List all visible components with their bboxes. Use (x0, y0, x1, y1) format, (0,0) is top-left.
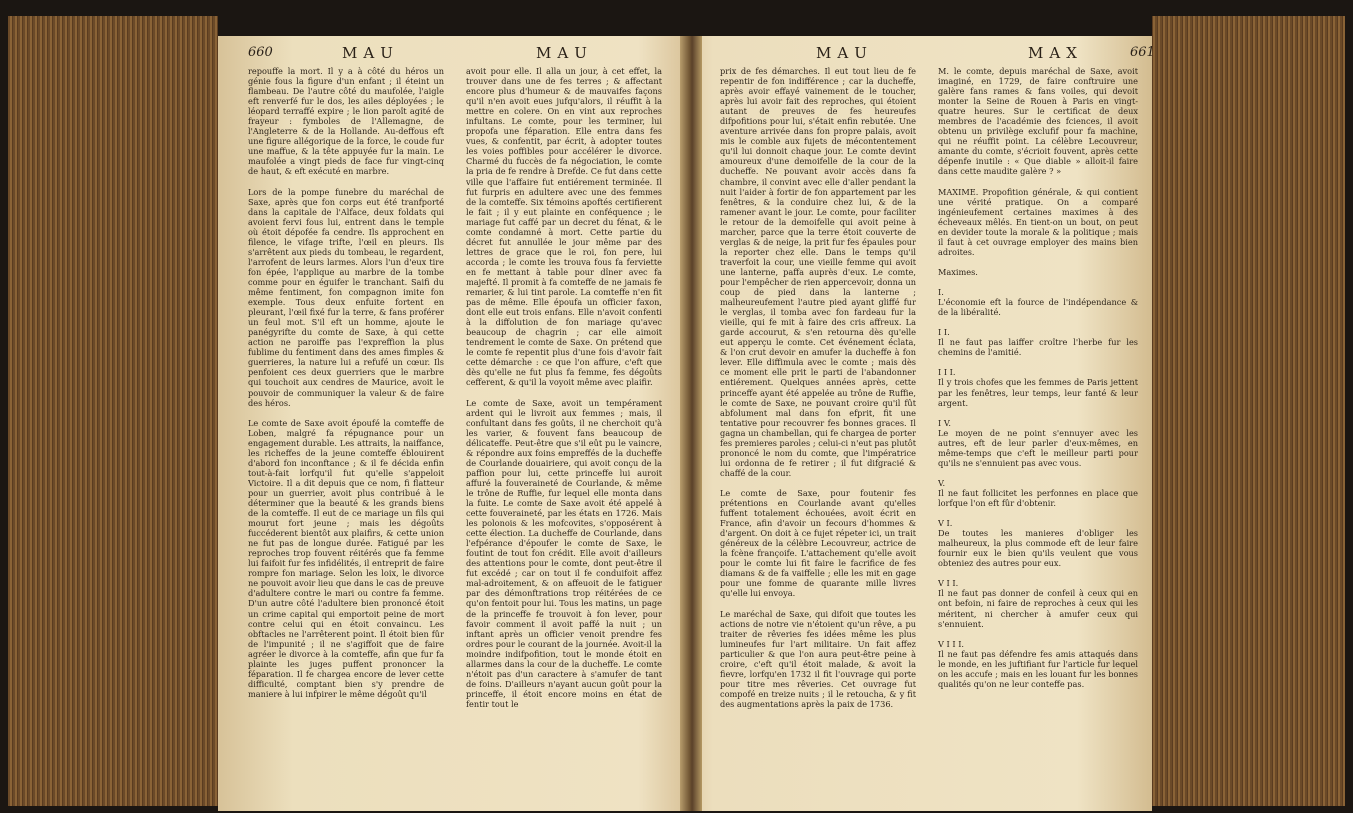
book-gutter (680, 36, 702, 811)
left-page-running-head-1: MAU (342, 44, 399, 62)
right-page-edges (1152, 16, 1345, 806)
right-page-column-1: prix de fes démarches. Il eut tout lieu de fe repentir de fon indifférence ; car la ducheffe, après avoir effayé vainement de le toucher, après lui avoir fait des reproches, qui étoient autant de preuves de fes heureufes difpofitions pour lui, s'était enfin rebutée. Une aventure arrivée dans fon propre palais, avoit mis le comble aux fujets de mécontentement qu'il lui donnoit chaque jour. Le comte devint amoureux d'une demoifelle de la cour de la ducheffe. Ne pouvant avoir accès dans fa chambre, il convint avec elle d'aller pendant la nuit l'aider à fortir de fon appartement par les fenêtres, & la conduire chez lui, & de la ramener avant le jour. Le comte, pour faciliter le retour de la demoifelle qui avoit peine à marcher, parce que la terre étoit couverte de verglas & de neige, la prit fur fes épaules pour la reporter chez elle. Dans le temps qu'il traverfoit la cour, une vieille femme qui avoit une lanterne, paffa auprès d'eux. Le comte, pour l'empêcher de rien appercevoir, donna un coup de pied dans la lanterne ; malheureufement l'autre pied ayant gliffé fur le verglas, il tomba avec fon fardeau fur la vieille, qui fe mit à faire des cris affreux. La garde accourut, & s'en retourna dès qu'elle eut apperçu le comte. Cet événement éclata, & l'on crut devoir en amufer la ducheffe à fon lever. Elle diffimula avec le comte ; mais dès ce moment elle prit le parti de l'abandonner entiérement. Quelques années après, cette princeffe ayant été appelée au trône de Ruffie, le comte de Saxe, ne pouvant croire qu'il fût abfolument mal dans fon efprit, fit une tentative pour recouvrer fes bonnes graces. Il gagna un chambellan, qui fe chargea de porter fes premieres paroles ; celui-ci n'eut pas plutôt prononcé le nom du comte, que l'impératrice lui ordonna de fe retirer ; il fut difgracié & chaffé de la cour. Le comte de Saxe, pour foutenir fes prétentions en Courlande avant qu'elles fuffent totalement échouées, avoit écrit en France, afin d'avoir un fecours d'hommes & d'argent. On doit à ce fujet répeter ici, un trait généreux de la célèbre Lecouvreur, actrice de la fcène françoife. L'attachement qu'elle avoit pour le comte lui fit faire le facrifice de fes diamans & de fa vaiffelle ; elle les mit en gage pour une fomme de quarante mille livres qu'elle lui envoya. Le maréchal de Saxe, qui difoit que toutes les actions de notre vie n'étoient qu'un rêve, a pu traiter de rêveries fes idées même les plus lumineufes fur l'art militaire. Un fait affez particulier & que l'on aura peut-être peine à croire, c'eft qu'il étoit malade, & avoit la fievre, lorfqu'en 1732 il fit l'ouvrage qui porte pour titre mes rêveries. Cet ouvrage fut compofé en treize nuits ; il le retoucha, & y fit des augmentations après la paix de 1736. (720, 66, 916, 709)
left-page-number: 660 (248, 45, 273, 60)
right-page-running-head-1: MAU (816, 44, 873, 62)
right-page-column-2: M. le comte, depuis maréchal de Saxe, avoit imaginé, en 1729, de faire conftruire une galère fans rames & fans voiles, qui devoit monter la Seine de Rouen à Paris en vingt-quatre heures. Sur le certificat de deux membres de l'académie des fciences, il avoit obtenu un privilège exclufif pour fa machine, qui ne réuffit point. La célèbre Lecouvreur, amante du comte, s'écrioit fouvent, après cette dépenfe inutile : « Que diable » alloit-il faire dans cette maudite galère ? » MAXIME. Propofition générale, & qui contient une vérité pratique. On a comparé ingénieufement certaines maximes à des écheveaux mêlés. En tient-on un bout, on peut en devider toute la morale & la politique ; mais il faut à cet ouvrage employer des mains bien adroites. Maximes. I. L'économie eft la fource de l'indépendance & de la libéralité. I I. Il ne faut pas laiffer croître l'herbe fur les chemins de l'amitié. I I I. Il y trois chofes que les femmes de Paris jettent par les fenêtres, leur temps, leur fanté & leur argent. I V. Le moyen de ne point s'ennuyer avec les autres, eft de leur parler d'eux-mêmes, en même-temps que c'eft le meilleur parti pour qu'ils ne s'ennuient pas avec vous. V. Il ne faut follicitet les perfonnes en place que lorfque l'on eft fûr d'obtenir. V I. De toutes les manieres d'obliger les malheureux, la plus commode eft de leur faire fournir eux le bien qu'ils veulent que vous obteniez des autres pour eux. V I I. Il ne faut pas donner de confeil à ceux qui en ont befoin, ni faire de reproches à ceux qui les méritent, ni chercher à amufer ceux qui s'ennuient. V I I I. Il ne faut pas défendre fes amis attaqués dans le monde, en les juftifiant fur l'article fur lequel on les accufe ; mais en les louant fur les bonnes qualités qu'on ne leur conteffe pas. (938, 66, 1138, 689)
right-page-number: 661 (1130, 45, 1155, 60)
left-page-column-1: repouffe la mort. Il y a à côté du héros un génie fous la figure d'un enfant ; il éteint un flambeau. De l'autre côté du maufolée, l'aigle eft renverfé fur le dos, les ailes déployées ; le léopard terraffé expire ; le lion paroît agité de frayeur : fymboles de l'Allemagne, de l'Angleterre & de la Hollande. Au-deffous eft une figure allégorique de la force, le coude fur une maffue, & la tête appuyée fur la main. Le maufolée a vingt pieds de face fur vingt-cinq de haut, & eft exécuté en marbre. Lors de la pompe funebre du maréchal de Saxe, après que fon corps eut été tranfporté dans la capitale de l'Alface, deux foldats qui avoient fervi fous lui, entrent dans le temple où étoit dépofée fa cendre. Ils approchent en filence, le vifage trifte, l'œil en pleurs. Ils s'arrêtent aux pieds du tombeau, le regardent, l'arrofent de leurs larmes. Alors l'un d'eux tire fon épée, l'applique au marbre de la tombe comme pour en éguifer le tranchant. Saifi du même fentiment, fon compagnon imite fon exemple. Tous deux enfuite fortent en pleurant, l'œil fixé fur la terre, & fans proférer un feul mot. S'il eft un homme, ajoute le panégyrifte du comte de Saxe, à qui cette action ne paroiffe pas l'expreffion la plus fublime du fentiment dans des ames fimples & guerrieres, la nature lui a refufé un cœur. Ils penfoient ces deux guerriers que le marbre qui touchoit aux cendres de Maurice, avoit le pouvoir de communiquer la valeur & de faire des héros. Le comte de Saxe avoit époufé la comteffe de Loben, malgré fa répugnance pour un engagement durable. Les attraits, la naiffance, les richeffes de la jeune comteffe éblouirent d'abord fon inconftance ; & il fe décida enfin tout-à-fait lorfqu'il fut qu'elle s'appeloit Victoire. Il a dit depuis que ce nom, fi flatteur pour un guerrier, avoit plus contribué à le déterminer que la beauté & les grands biens de la comteffe. Il eut de ce mariage un fils qui mourut fort jeune ; mais les dégoûts fuccéderent bientôt aux plaifirs, & cette union ne fut pas de longue durée. Fatigué par les reproches trop fouvent réitérés que fa femme lui faifoit fur fes infidélités, il entreprit de faire rompre fon mariage. Selon les loix, le divorce ne pouvoit avoir lieu que dans le cas de preuve d'adultere contre le mari ou contre fa femme. D'un autre côté l'adultere bien prononcé étoit un crime capital qui emportoit peine de mort contre celui qui en étoit convaincu. Les obftacles ne l'arrêterent point. Il étoit bien fûr de l'impunité ; il ne s'agiffoit que de faire agréer le divorce à la comteffe, afin que fur fa plainte les juges puffent prononcer la féparation. Il fe chargea encore de lever cette difficulté, comptant bien s'y prendre de maniere à lui infpirer le même dégoût qu'il (248, 66, 444, 699)
left-page-running-head-2: MAU (536, 44, 593, 62)
right-page-running-head-2: MAX (1028, 44, 1083, 62)
left-page-column-2: avoit pour elle. Il alla un jour, à cet effet, la trouver dans une de fes terres ; & affectant encore plus d'humeur & de mauvaifes façons qu'il n'en avoit eues jufqu'alors, il réuffit à la mettre en colere. On en vint aux reproches infultans. Le comte, pour les terminer, lui propofa une féparation. Elle entra dans fes vues, & confentit, par écrit, à adopter toutes les voies poffibles pour accélérer le divorce. Charmé du fuccès de fa négociation, le comte la pria de fe rendre à Drefde. Ce fut dans cette ville que l'affaire fut entiérement terminée. Il fut furpris en adultere avec une des femmes de la comteffe. Six témoins apoftés certifierent le fait ; il y eut plainte en conféquence ; le mariage fut caffé par un decret du fénat, & le comte condamné à mort. Cette partie du décret fut annullée le jour même par des lettres de grace que le roi, fon pere, lui accorda ; le comte les trouva fous fa ferviette en fe mettant à table pour dîner avec fa majefté. Il promit à fa comteffe de ne jamais fe remarier, & lui tint parole. La comteffe n'en fit pas de même. Elle époufa un officier faxon, dont elle eut trois enfans. Elle n'avoit confenti à la diffolution de fon mariage qu'avec beaucoup de chagrin ; car elle aimoit tendrement le comte de Saxe. On prétend que le comte fe repentit plus d'une fois d'avoir fait cette démarche : ce que l'on affure, c'eft que dès qu'elle ne fut plus fa femme, fes dégoûts cefferent, & qu'il la voyoit même avec plaifir. Le comte de Saxe, avoit un tempérament ardent qui le livroit aux femmes ; mais, il confultant dans fes goûts, il ne cherchoit qu'à les varier, & fouvent fans beaucoup de délicateffe. Peut-être que s'il eût pu le vaincre, & répondre aux foins empreffés de la ducheffe de Courlande douairiere, qui avoit conçu de la paffion pour lui, cette princeffe lui auroit affuré la fouveraineté de Courlande, & même le trône de Ruffie, fur lequel elle monta dans la fuite. Le comte de Saxe avoit été appelé à cette fouveraineté, par les états en 1726. Mais les polonois & les mofcovites, s'opposérent à cette élection. La ducheffe de Courlande, dans l'efpérance d'époufer le comte de Saxe, le foutint de tout fon crédit. Elle avoit d'ailleurs des attentions pour le comte, dont peut-être il fut excédé ; car on tout il fe conduifoit affez mal-adroitement, & on affeuoit de le fatiguer par des démonftrations trop réitérées de ce qu'on fentoit pour lui. Tous les matins, un page de la princeffe fe trouvoit à fon lever, pour favoir comment il avoit paffé la nuit ; un inftant après un officier venoit prendre fes ordres pour le courant de la journée. Avoit-il la moindre indifpofition, tout le monde étoit en allarmes dans la cour de la ducheffe. Le comte n'étoit pas d'un caractere à s'amufer de tant de foins. D'ailleurs n'ayant aucun goût pour la princeffe, il étoit encore moins en état de fentir tout le (466, 66, 662, 709)
book (8, 6, 1345, 806)
left-page-edges (8, 16, 218, 806)
